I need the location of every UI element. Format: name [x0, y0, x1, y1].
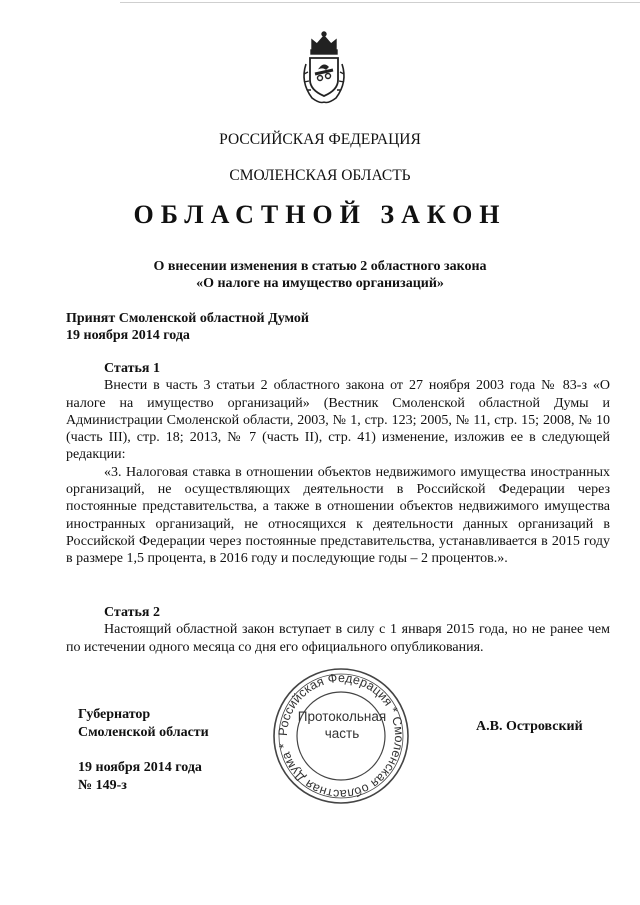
- governor-name: А.В. Островский: [476, 719, 583, 734]
- law-subject-line2: «О налоге на имущество организаций»: [196, 276, 444, 291]
- law-subject: [0, 258, 640, 292]
- stamp-inner-line1: Протокольная: [297, 709, 387, 724]
- article-1: [66, 360, 610, 568]
- article-2: [66, 604, 610, 656]
- adoption-body: Принят Смоленской областной Думой: [66, 311, 309, 326]
- stamp-inner-text: [297, 708, 387, 742]
- article-2-paragraph-1: Настоящий областной закон вступает в силу с 1 января 2015 года, но не ранее чем по истечении одного месяца со дня его официального опубликования.: [66, 622, 610, 655]
- governor-title-line1: Губернатор: [78, 707, 151, 722]
- article-1-paragraph-2: «3. Налоговая ставка в отношении объектов недвижимого имущества иностранных организаций, не осуществляющих деятельности в Российской Федерации через постоянные представительства, а также в отношении объектов недвижимого имущества иностранных организаций, не относящихся к деятельности данных организаций в Российской Федерации через постоянные представительства, устанавливается в 2015 году в размере 1,5 процента, в 2016 году и последующие годы – 2 процентов.».: [66, 464, 610, 567]
- signing-date: 19 ноября 2014 года: [78, 760, 202, 775]
- law-subject-line1: О внесении изменения в статью 2 областного закона: [153, 259, 487, 274]
- governor-title: [78, 706, 209, 742]
- article-1-heading: Статья 1: [104, 361, 160, 376]
- adoption-date: 19 ноября 2014 года: [66, 328, 190, 344]
- governor-title-line2: Смоленской области: [78, 725, 209, 740]
- signing-details: [78, 759, 202, 795]
- document-type-title: ОБЛАСТНОЙ ЗАКОН: [133, 200, 507, 229]
- region-heading: СМОЛЕНСКАЯ ОБЛАСТЬ: [229, 167, 411, 184]
- federation-heading: РОССИЙСКАЯ ФЕДЕРАЦИЯ: [219, 131, 421, 148]
- scan-edge-line: [120, 2, 640, 3]
- article-1-paragraph-1: Внести в часть 3 статьи 2 областного закона от 27 ноября 2003 года № 83-з «О налоге на имущество организаций» (Вестник Смоленской областной Думы и Администрации Смоленской области, 2003, № 1, стр. 123; 2005, № 11, стр. 15; 2008, № 10 (часть III), стр. 18; 2013, № 7 (часть II), стр. 41) изменение, изложив ее в следующей редакции:: [66, 378, 610, 463]
- stamp-outer-text: Российская Федерация * Смоленская областная Дума *: [275, 670, 407, 802]
- law-number: № 149-з: [78, 778, 127, 793]
- article-2-heading: Статья 2: [104, 605, 160, 620]
- adoption-info: [66, 310, 610, 345]
- smolensk-coat-of-arms-icon: [296, 30, 352, 106]
- stamp-inner-line2: часть: [324, 726, 360, 741]
